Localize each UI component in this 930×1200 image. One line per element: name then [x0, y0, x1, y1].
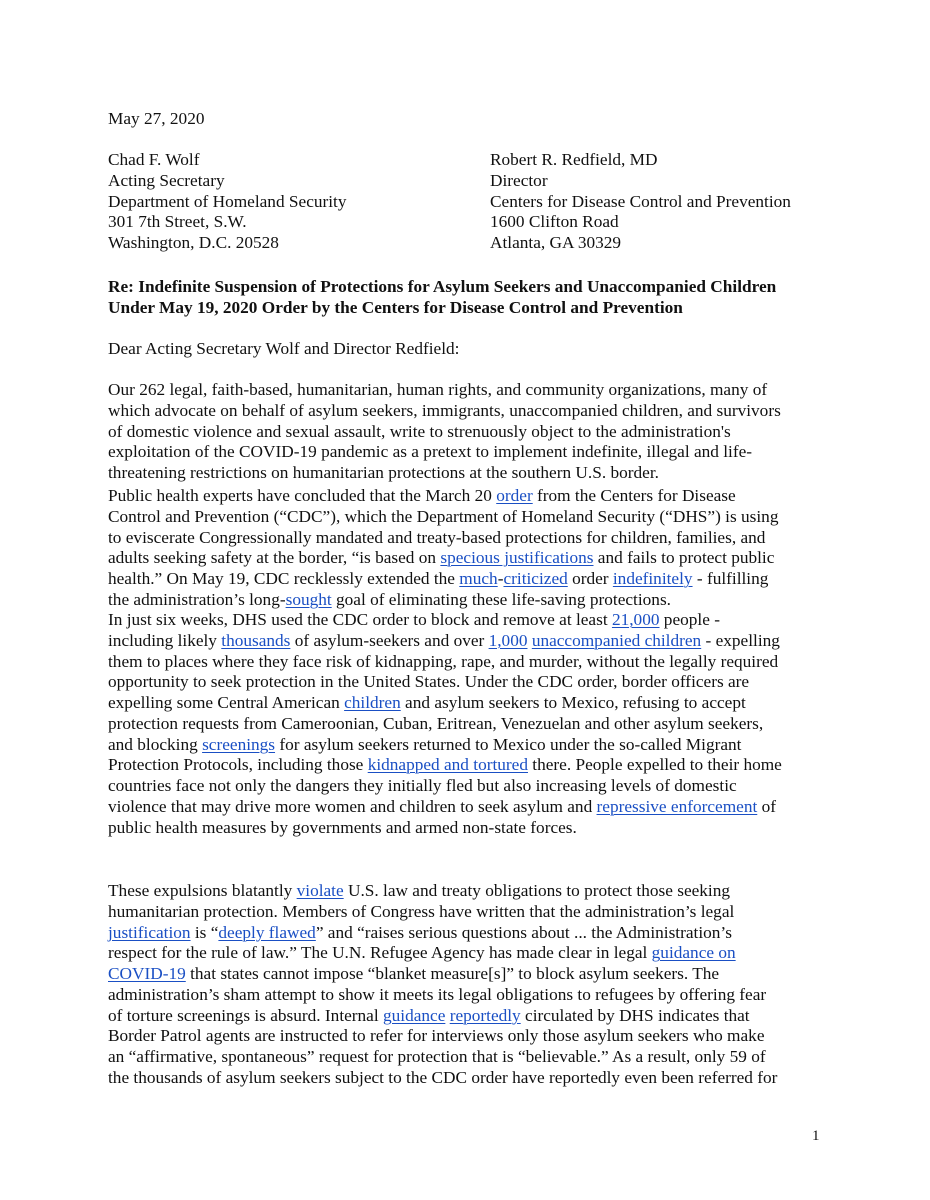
text-run: circulated by DHS indicates that — [520, 1005, 750, 1025]
text-run: of domestic violence and sexual assault, write to strenuously object to the administration's — [108, 421, 731, 441]
text-line — [108, 463, 781, 484]
text-line — [108, 1006, 777, 1027]
text-line — [108, 714, 782, 735]
date-text: May 27, 2020 — [108, 109, 205, 128]
text-run: countries face not only the dangers they initially fled but also increasing levels of domestic — [108, 776, 737, 795]
text-line — [108, 776, 782, 797]
text-run: that states cannot impose “blanket measure[s]” to block asylum seekers. The — [185, 964, 720, 983]
text-run: - expelling — [701, 630, 780, 650]
text-line — [108, 755, 782, 776]
hyperlink[interactable]: 21,000 — [611, 610, 660, 629]
text-line — [108, 923, 777, 944]
address-line: Chad F. Wolf — [108, 150, 200, 169]
hyperlink[interactable]: order — [496, 486, 533, 505]
text-run: These expulsions blatantly — [108, 881, 297, 900]
text-run: of asylum-seekers and over — [290, 630, 489, 650]
hyperlink[interactable]: deeply flawed — [218, 922, 316, 942]
text-line — [108, 507, 778, 528]
page-number: 1 — [812, 1128, 820, 1144]
hyperlink[interactable]: reportedly — [449, 1005, 521, 1025]
text-line — [108, 881, 777, 902]
paragraph-1 — [108, 380, 781, 484]
hyperlink[interactable]: guidance — [382, 1005, 446, 1025]
text-run: there. People expelled to their home — [527, 755, 782, 775]
hyperlink[interactable]: indefinitely — [612, 569, 693, 588]
text-line — [108, 902, 777, 923]
text-run: protection requests from Cameroonian, Cuban, Eritrean, Venezuelan and other asylum seekers, — [108, 713, 764, 733]
text-line — [108, 1047, 777, 1068]
address-line: Department of Homeland Security — [108, 191, 347, 211]
text-line — [108, 610, 782, 631]
text-run: expelling some Central American — [108, 693, 345, 712]
hyperlink[interactable]: screenings — [202, 734, 276, 754]
text-run: goal of eliminating these life-saving protections. — [331, 589, 671, 609]
text-line — [108, 401, 781, 422]
text-run: threatening restrictions on humanitarian protections at the southern U.S. border. — [108, 463, 659, 482]
text-run: and blocking — [108, 734, 203, 754]
text-run: Protection Protocols, including those — [108, 755, 368, 775]
text-line — [108, 1068, 777, 1089]
text-run: violence that may drive more women and children to seek asylum and — [108, 796, 597, 816]
text-run: exploitation of the COVID-19 pandemic as a pretext to implement indefinite, illegal and life- — [108, 442, 753, 462]
hyperlink[interactable]: justification — [108, 922, 191, 942]
hyperlink[interactable]: kidnapped and tortured — [367, 755, 528, 775]
text-line — [108, 964, 777, 985]
hyperlink[interactable]: thousands — [221, 630, 291, 650]
text-line — [108, 548, 778, 569]
recipient-address-right — [490, 150, 791, 254]
hyperlink[interactable]: guidance on — [651, 943, 736, 963]
text-run: which advocate on behalf of asylum seekers, immigrants, unaccompanied children, and survivors — [108, 400, 781, 420]
address-line: Atlanta, GA 30329 — [490, 233, 622, 252]
text-run: people - — [659, 610, 720, 629]
text-line — [108, 380, 781, 401]
text-run: opportunity to seek protection in the United States. Under the CDC order, border officers are — [108, 672, 750, 692]
text-run: and asylum seekers to Mexico, refusing to accept — [400, 693, 746, 712]
hyperlink[interactable]: COVID-19 — [108, 964, 186, 983]
text-run: Public health experts have concluded that the March 20 — [108, 486, 497, 505]
subject-line-1: Re: Indefinite Suspension of Protections for Asylum Seekers and Unaccompanied Children — [108, 277, 777, 296]
text-line — [108, 486, 778, 507]
text-run: of torture screenings is absurd. Internal — [108, 1005, 383, 1025]
hyperlink[interactable]: specious justifications — [440, 548, 594, 568]
text-line — [108, 797, 782, 818]
text-run: humanitarian protection. Members of Congress have written that the administration’s legal — [108, 901, 735, 921]
text-run: public health measures by governments and armed non-state forces. — [108, 817, 577, 837]
text-run: and fails to protect public — [593, 548, 775, 568]
text-run: Border Patrol agents are instructed to refer for interviews only those asylum seekers who make — [108, 1026, 765, 1046]
text-line — [108, 422, 781, 443]
text-run: respect for the rule of law.” The U.N. Refugee Agency has made clear in legal — [108, 943, 652, 963]
text-run: them to places where they face risk of kidnapping, rape, and murder, without the legally required — [108, 651, 779, 671]
hyperlink[interactable]: children — [344, 693, 401, 712]
text-run: is “ — [190, 922, 219, 942]
text-run: including likely — [108, 630, 222, 650]
text-line — [108, 528, 778, 549]
text-line — [108, 442, 781, 463]
text-run: the administration’s long- — [108, 589, 286, 609]
text-run: order — [567, 569, 613, 588]
text-run: - fulfilling — [692, 569, 769, 588]
address-line: Director — [490, 170, 548, 190]
text-run: for asylum seekers returned to Mexico under the so-called Migrant — [275, 734, 742, 754]
text-run: administration’s sham attempt to show it meets its legal obligations to refugees by offering fear — [108, 984, 767, 1004]
address-line: 1600 Clifton Road — [490, 212, 619, 232]
hyperlink[interactable]: sought — [285, 589, 332, 609]
hyperlink[interactable]: much — [459, 569, 498, 588]
text-line — [108, 672, 782, 693]
text-run: U.S. law and treaty obligations to protect those seeking — [343, 881, 731, 900]
hyperlink[interactable]: violate — [296, 881, 344, 900]
text-line — [108, 569, 778, 590]
text-line — [108, 652, 782, 673]
text-line — [108, 943, 777, 964]
subject-line-2: Under May 19, 2020 Order by the Centers for Disease Control and Prevention — [108, 297, 683, 317]
paragraph-2 — [108, 486, 778, 611]
address-line: 301 7th Street, S.W. — [108, 212, 247, 232]
salutation — [108, 339, 459, 360]
salutation-text: Dear Acting Secretary Wolf and Director Redfield: — [108, 339, 460, 358]
paragraph-3 — [108, 610, 782, 838]
text-line — [108, 1026, 777, 1047]
text-run: the thousands of asylum seekers subject to the CDC order have reportedly even been referred for — [108, 1067, 778, 1087]
text-line — [108, 818, 782, 839]
text-run: Control and Prevention (“CDC”), which the Department of Homeland Security (“DHS”) is using — [108, 506, 779, 526]
address-line: Washington, D.C. 20528 — [108, 233, 279, 252]
hyperlink[interactable]: criticized — [503, 569, 568, 588]
text-run: of — [757, 796, 776, 816]
text-run: an “affirmative, spontaneous” request for protection that is “believable.” As a result, only 59 of — [108, 1047, 766, 1066]
recipient-address-left — [108, 150, 347, 254]
hyperlink[interactable]: 1,000 — [488, 630, 528, 650]
letter-date — [108, 109, 204, 130]
text-run: health.” On May 19, CDC recklessly extended the — [108, 569, 460, 588]
hyperlink[interactable]: repressive enforcement — [596, 796, 758, 816]
hyperlink[interactable]: unaccompanied children — [531, 630, 702, 650]
text-run: ” and “raises serious questions about ... the Administration’s — [315, 922, 732, 942]
address-line: Acting Secretary — [108, 170, 225, 190]
text-run: adults seeking safety at the border, “is based on — [108, 548, 441, 568]
text-run: Our 262 legal, faith-based, humanitarian, human rights, and community organizations, many of — [108, 380, 768, 399]
address-line: Centers for Disease Control and Prevention — [490, 191, 791, 211]
subject-line — [108, 277, 776, 319]
text-run: to eviscerate Congressionally mandated and treaty-based protections for children, families, and — [108, 527, 766, 547]
text-line — [108, 590, 778, 611]
text-line — [108, 631, 782, 652]
paragraph-4 — [108, 881, 777, 1089]
text-line — [108, 693, 782, 714]
text-run: In just six weeks, DHS used the CDC order to block and remove at least — [108, 610, 612, 629]
text-line — [108, 735, 782, 756]
text-run: - — [497, 569, 504, 588]
text-line — [108, 985, 777, 1006]
address-line: Robert R. Redfield, MD — [490, 150, 658, 169]
text-run: from the Centers for Disease — [532, 486, 736, 505]
